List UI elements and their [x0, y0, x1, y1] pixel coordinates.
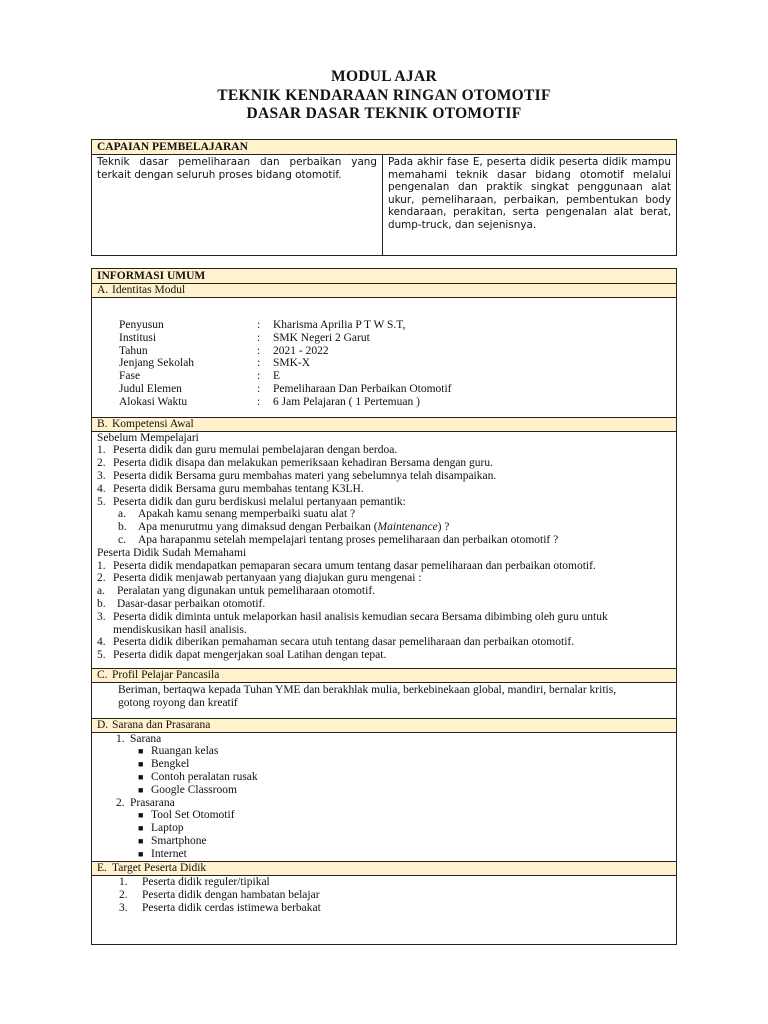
list-item: 2. Peserta didik disapa dan melakukan pemeriksaan kehadiran Bersama dengan guru. — [97, 457, 494, 470]
bullet-item: ■ Internet — [138, 847, 187, 860]
bullet-item: ■ Contoh peralatan rusak — [138, 770, 258, 783]
identitas-list — [92, 298, 676, 417]
bullet-item: ■ Tool Set Otomotif — [138, 809, 235, 822]
identitas-row: Jenjang Sekolah : SMK-X — [119, 357, 311, 370]
capaian-left-text: Teknik dasar pemeliharaan dan perbaikan yang terkait dengan seluruh proses bidang otomotif. — [92, 155, 383, 256]
list-item: 2. Peserta didik dengan hambatan belajar — [119, 889, 320, 902]
title-line-2: TEKNIK KENDARAAN RINGAN OTOMOTIF — [217, 86, 551, 104]
capaian-header: CAPAIAN PEMBELAJARAN — [92, 140, 676, 155]
list-item: 3. Peserta didik cerdas istimewa berbakat — [119, 902, 321, 915]
list-item: 1. Peserta didik dan guru memulai pembelajaran dengan berdoa. — [97, 444, 398, 457]
list-item: 3. Peserta didik diminta untuk melaporkan hasil analisis kemudian secara Bersama dibimbing oleh guru untuk mendiskusikan hasil analisis. — [97, 610, 608, 636]
title-line-3: DASAR DASAR TEKNIK OTOMOTIF — [246, 105, 522, 122]
section-kompetensi-header: B. Kompetensi Awal — [92, 417, 676, 432]
identitas-row: Judul Elemen : Pemeliharaan Dan Perbaikan Otomotif — [119, 382, 452, 395]
list-item: 2. Peserta didik menjawab pertanyaan yang diajukan guru mengenai : — [97, 572, 422, 585]
kompetensi-content — [92, 432, 676, 668]
capaian-table — [91, 139, 677, 256]
informasi-umum-table — [91, 268, 677, 945]
list-item: 4. Peserta didik Bersama guru membahas tentang K3LH. — [97, 482, 364, 495]
question-item: a. Apakah kamu senang memperbaiki suatu alat ? — [118, 508, 356, 521]
informasi-umum-header: INFORMASI UMUM — [92, 269, 676, 284]
identitas-row: Fase : E — [119, 370, 281, 383]
identitas-row: Institusi : SMK Negeri 2 Garut — [119, 331, 370, 344]
bullet-item: ■ Bengkel — [138, 758, 190, 771]
section-identitas-header: A. Identitas Modul — [92, 284, 676, 298]
section-sarana-header: D. Sarana dan Prasarana — [92, 718, 676, 733]
identitas-row: Tahun : 2021 - 2022 — [119, 344, 329, 357]
bullet-item: ■ Ruangan kelas — [138, 745, 219, 758]
bullet-item: ■ Google Classroom — [138, 783, 237, 796]
list-item: 1. Peserta didik reguler/tipikal — [119, 876, 270, 889]
identitas-row: Penyusun : Kharisma Aprilia P T W S.T, — [119, 319, 406, 331]
section-target-header: E. Target Peserta Didik — [92, 861, 676, 876]
list-item: 5. Peserta didik dan guru berdiskusi melalui pertanyaan pemantik: — [97, 495, 406, 508]
list-item: 1. Peserta didik mendapatkan pemaparan secara umum tentang dasar pemeliharaan dan perbaikan otomotif. — [97, 559, 596, 572]
identitas-row: Alokasi Waktu : 6 Jam Pelajaran ( 1 Pertemuan ) — [119, 395, 420, 408]
sebelum-label: Sebelum Mempelajari — [97, 431, 199, 444]
list-item: 5. Peserta didik dapat mengerjakan soal Latihan dengan tepat. — [97, 649, 387, 662]
capaian-right-text: Pada akhir fase E, peserta didik peserta didik mampu memahami teknik dasar bidang otomotif melalui pengenalan dan praktik singkat penggunaan alat ukur, pemeliharaan, perbaikan, pembentukan body kendaraan, perakitan, serta pengenalan alat berat, dump-truck, dan sejenisnya. — [388, 156, 671, 231]
sub-item: a. Peralatan yang digunakan untuk pemeliharaan otomotif. — [97, 585, 376, 598]
target-content — [92, 876, 676, 914]
question-item: c. Apa harapanmu setelah mempelajari tentang proses pemeliharaan dan perbaikan otomotif ? — [118, 533, 559, 546]
sub-item: b. Dasar-dasar perbaikan otomotif. — [97, 597, 266, 610]
document-title — [0, 68, 768, 124]
group-label: 2. Prasarana — [116, 796, 175, 809]
list-item: 3. Peserta didik Bersama guru membahas materi yang sebelumnya telah disampaikan. — [97, 469, 497, 482]
profil-text: Beriman, bertaqwa kepada Tuhan YME dan berakhlak mulia, berkebinekaan global, mandiri, bernalar kritis, gotong royong dan kreatif — [118, 683, 617, 709]
bullet-item: ■ Smartphone — [138, 834, 207, 847]
sarana-content — [92, 733, 676, 862]
question-item: b. Apa menurutmu yang dimaksud dengan Perbaikan (Maintenance) ? — [118, 521, 450, 534]
sudah-memahami-label: Peserta Didik Sudah Memahami — [97, 546, 247, 559]
title-line-1: MODUL AJAR — [331, 68, 437, 85]
list-item: 4. Peserta didik diberikan pemahaman secara utuh tentang dasar pemeliharaan dan perbaikan otomotif. — [97, 636, 575, 649]
bullet-item: ■ Laptop — [138, 822, 184, 835]
section-profil-header: C. Profil Pelajar Pancasila — [92, 668, 676, 683]
group-label: 1. Sarana — [116, 732, 162, 745]
